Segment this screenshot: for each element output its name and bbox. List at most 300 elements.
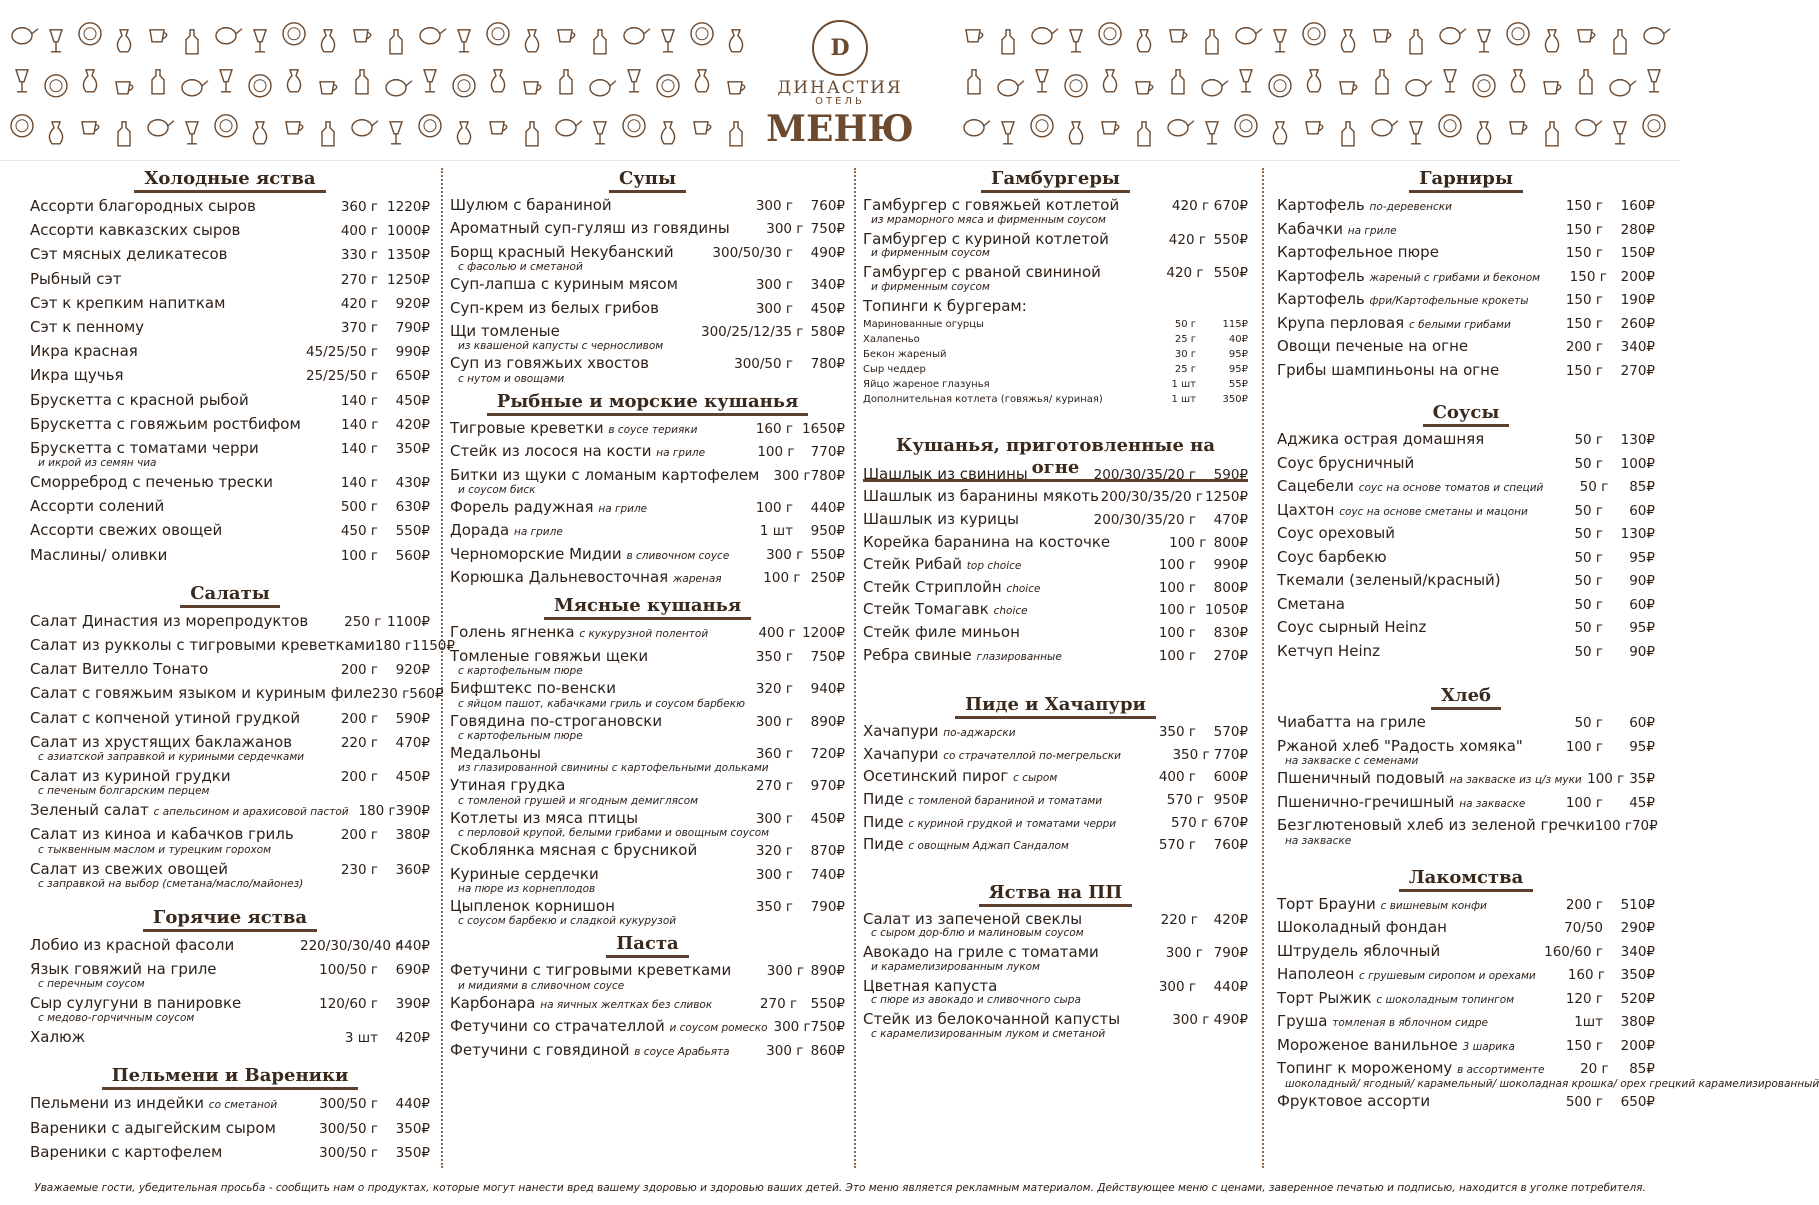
item-note: с соусом барбекю и сладкой кукурузой [458, 915, 677, 928]
item-price: 920₽ [395, 662, 430, 679]
plate-rim-icon [1274, 80, 1286, 92]
menu-item [1277, 893, 1655, 917]
section-title-text: Паста [606, 933, 688, 958]
item-name [1277, 452, 1531, 476]
item-name [450, 992, 712, 1017]
bottle-icon [1580, 70, 1592, 94]
item-name [1277, 312, 1531, 338]
wine-glass-icon [1036, 70, 1048, 92]
item-price: 650₽ [395, 368, 430, 385]
menu-item [450, 440, 845, 463]
item-weight: 300/50 г [319, 1144, 378, 1161]
item-weight: 300 г [755, 713, 793, 730]
teapot-icon [1610, 80, 1630, 96]
item-price: 250₽ [810, 570, 845, 587]
item-name [863, 485, 1099, 508]
teapot-spout-icon [971, 120, 990, 126]
item-name-text: Тигровые креветки [450, 418, 604, 437]
item-note: на закваске с семенами [1285, 755, 1419, 767]
item-name [30, 657, 300, 681]
item-price: 100₽ [1620, 455, 1655, 472]
item-description: на яичных желтках без сливок [540, 998, 713, 1011]
item-price: 790₽ [395, 319, 430, 336]
item-name-text: Пшеничный подовый [1277, 769, 1445, 787]
item-price: 770₽ [810, 444, 845, 461]
wine-glass-icon [1002, 122, 1014, 144]
plate-rim-icon [254, 80, 266, 92]
item-price: 420₽ [395, 1030, 430, 1047]
menu-item [863, 485, 1248, 508]
item-weight: 50 г [1574, 526, 1603, 542]
item-name-text: Топинг к мороженому [1277, 1059, 1453, 1077]
plate-icon [215, 115, 237, 137]
menu-title: МЕНЮ [766, 108, 914, 150]
menu-item [30, 633, 455, 657]
section-title [30, 905, 430, 933]
item-price: 130₽ [1620, 432, 1655, 448]
menu-column-2 [450, 160, 845, 1186]
bottle-icon [730, 122, 742, 146]
teapot-spout-icon [1617, 80, 1636, 86]
item-weight: 300 г [755, 866, 793, 883]
item-price: 490₽ [810, 244, 845, 261]
item-weight: 1шт [1574, 1014, 1603, 1030]
item-name [30, 518, 300, 542]
item-name-text: Дорада [450, 521, 510, 540]
item-weight: 100 г [1158, 624, 1196, 641]
menu-item [1277, 522, 1655, 546]
vase-icon [49, 122, 62, 144]
item-price: 350₽ [395, 440, 430, 457]
item-description: фри/Картофельные крокеты [1369, 295, 1529, 307]
item-price: 920₽ [395, 295, 430, 312]
item-name-text: Томленые говяжьи щеки [450, 646, 649, 665]
menu-section [450, 931, 845, 1062]
item-weight: 220 г [340, 734, 378, 751]
item-weight: 100 г [1565, 738, 1603, 755]
topping-weight: 25 г [1174, 333, 1196, 345]
wine-glass-icon [662, 30, 674, 52]
item-note: и соусом биск [458, 483, 536, 496]
menu-item [30, 291, 430, 315]
item-price: 90₽ [1629, 573, 1655, 589]
item-weight: 370 г [340, 319, 378, 336]
item-price: 750₽ [810, 648, 845, 665]
bottle-icon [1546, 122, 1558, 146]
section-title [30, 581, 430, 609]
item-price: 800₽ [1213, 579, 1248, 596]
teapot-spout-icon [427, 28, 446, 34]
wine-glass-icon [390, 122, 402, 144]
item-price: 750₽ [810, 1019, 845, 1036]
item-name-text: Утиная грудка [450, 776, 566, 795]
section-title-text: Пельмени и Вареники [102, 1065, 359, 1090]
item-name [450, 621, 708, 646]
item-weight: 180 г [374, 638, 413, 654]
menu-item [450, 194, 845, 217]
item-description: choice [993, 605, 1028, 618]
item-name [863, 788, 1102, 813]
topping-price: 115₽ [1222, 318, 1248, 330]
item-name-text: Суп из говяжьих хвостов [450, 354, 649, 373]
wine-glass-icon [50, 30, 62, 52]
item-description: с белыми грибами [1408, 318, 1511, 331]
teapot-spout-icon [1175, 120, 1194, 126]
item-name-text: Фетучини с говядиной [450, 1040, 630, 1059]
item-name-text: Салат из рукколы с тигровыми креветками [30, 636, 375, 654]
bottle-icon [322, 122, 334, 146]
wine-glass-icon [594, 122, 606, 144]
item-description: соус на основе томатов и специй [1358, 482, 1544, 494]
item-weight: 500 г [340, 499, 378, 516]
item-name-text: Вареники с картофелем [30, 1142, 223, 1161]
item-price: 390₽ [395, 996, 430, 1013]
item-price: 1200₽ [802, 625, 845, 642]
cup-icon [320, 82, 337, 94]
item-price: 940₽ [810, 681, 845, 698]
menu-section [30, 581, 455, 891]
menu-item [450, 992, 845, 1015]
plate-rim-icon [492, 28, 504, 40]
item-name-text: Ароматный суп-гуляш из говядины [450, 219, 730, 238]
bottle-icon [968, 70, 980, 94]
section-title-text: Яства на ПП [979, 882, 1133, 907]
item-weight: 220/30/30/40 г [300, 937, 403, 954]
item-description: по-аджарски [943, 727, 1016, 740]
section-title [863, 880, 1248, 908]
item-name-text: Шашлык из баранины мякоть [863, 487, 1099, 506]
menu-item [30, 609, 430, 633]
item-description: с грушевым сиропом и орехами [1359, 970, 1536, 982]
item-note: с тыквенным маслом и турецким горохом [38, 843, 272, 856]
teapot-spout-icon [359, 120, 378, 126]
teapot-spout-icon [1413, 80, 1432, 86]
item-name-text: Цахтон [1277, 500, 1335, 519]
item-name [30, 218, 300, 242]
item-name [450, 519, 701, 544]
item-name [30, 633, 375, 657]
item-name-text: Котлеты из мяса птицы [450, 808, 639, 827]
menu-item [30, 315, 430, 339]
section-title [1277, 865, 1655, 893]
item-name [1277, 916, 1531, 940]
item-note: шоколадный/ ягодный/ карамельный/ шоколадная крошка/ орех грецкий карамелизированный [1285, 1077, 1819, 1090]
teapot-spout-icon [1209, 80, 1228, 86]
item-description: в ассортименте [1457, 1064, 1545, 1076]
bottle-icon [390, 30, 402, 54]
topping-name: Яйцо жареное глазунья [863, 378, 990, 390]
item-price: 340₽ [810, 277, 845, 294]
teapot-icon [1168, 120, 1188, 136]
menu-section [1277, 865, 1819, 1114]
item-name-text: Икра щучья [30, 366, 124, 385]
teapot-spout-icon [1379, 120, 1398, 126]
item-description: в соусе Арабьята [634, 1045, 730, 1058]
item-name [450, 217, 730, 240]
item-name-text: Штрудель яблочный [1277, 941, 1441, 960]
item-note: с азиатской заправкой и куриными сердечками [38, 750, 305, 763]
menu-item [450, 417, 845, 440]
item-weight: 300 г [1172, 1012, 1210, 1029]
menu-item [450, 519, 845, 542]
teapot-icon [148, 120, 168, 136]
item-description: со страчателлой по-мегрельски [943, 749, 1121, 762]
item-weight: 350 г [1172, 746, 1210, 763]
item-price: 350₽ [1620, 967, 1655, 983]
item-price: 590₽ [395, 710, 430, 727]
section-title-text: Кушанья, приготовленные на огне [863, 435, 1248, 482]
item-weight: 1 шт [759, 523, 793, 540]
menu-section [450, 593, 845, 927]
item-name [1277, 940, 1531, 964]
item-name-text: Зеленый салат [30, 801, 149, 820]
menu-item [1277, 194, 1655, 218]
item-name-text: Салат из запеченой свеклы [863, 909, 1083, 928]
menu-item [30, 933, 430, 957]
item-name [450, 496, 701, 521]
item-name-text: Лобио из красной фасоли [30, 935, 235, 954]
item-name-text: Вареники с адыгейским сыром [30, 1118, 276, 1137]
menu-item [863, 531, 1248, 554]
plate-rim-icon [1070, 80, 1082, 92]
item-weight: 200/30/35/20 г [1093, 511, 1196, 528]
item-name [1277, 767, 1582, 793]
menu-section [863, 435, 1248, 666]
item-name-text: Сморреброд с печенью трески [30, 473, 274, 492]
item-name-text: Соус барбекю [1277, 547, 1387, 566]
item-weight: 300/50 г [319, 1120, 378, 1137]
item-note: с печеным болгарским перцем [38, 785, 210, 798]
menu-section [863, 692, 1248, 856]
item-name-text: Форель радужная [450, 497, 594, 516]
item-description: с апельсином и арахисовой пастой [153, 806, 349, 819]
item-name [863, 743, 1121, 768]
menu-item [1277, 767, 1655, 791]
item-name [450, 273, 701, 296]
menu-item [1277, 791, 1655, 815]
item-name-text: Ассорти солений [30, 497, 165, 516]
item-price: 670₽ [1213, 814, 1248, 831]
item-name-text: Медальоны [450, 744, 541, 763]
item-price: 490₽ [1213, 1012, 1248, 1029]
item-price: 570₽ [1213, 724, 1248, 741]
item-weight: 300 г [773, 467, 811, 484]
item-price: 440₽ [395, 937, 430, 954]
item-price: 950₽ [810, 523, 845, 540]
item-name-text: Груша [1277, 1012, 1328, 1030]
item-name-text: Фруктовое ассорти [1277, 1091, 1431, 1110]
item-name-text: Стейк из лосося на кости [450, 442, 652, 461]
teapot-icon [1202, 80, 1222, 96]
menu-item [1277, 1090, 1655, 1114]
item-weight: 160 г [1567, 967, 1605, 983]
menu-section [863, 880, 1248, 1042]
topping-item [863, 362, 1248, 377]
item-weight: 200/30/35/20 г [1093, 466, 1196, 483]
teapot-icon [1644, 28, 1664, 44]
page-header [0, 0, 1680, 161]
item-name [1277, 593, 1531, 617]
item-weight: 300/50 г [734, 356, 793, 373]
toppings-heading: Топинги к бургерам: [863, 296, 1027, 315]
item-description: на гриле [1347, 224, 1397, 237]
item-name-text: Картофель [1277, 266, 1365, 285]
vase-icon [321, 30, 334, 52]
item-price: 450₽ [395, 768, 430, 785]
item-name-text: Безглютеновый хлеб из зеленой гречки [1277, 816, 1595, 834]
item-price: 750₽ [810, 221, 845, 238]
item-name-text: Салат Вителло Тонато [30, 660, 209, 679]
item-name-text: Гамбургер с куриной котлетой [863, 229, 1109, 248]
item-weight: 360 г [340, 199, 378, 215]
item-weight: 100 г [1587, 771, 1625, 787]
item-name-text: Стейк Рибай [863, 555, 963, 574]
vase-icon [1137, 30, 1150, 52]
item-name [450, 194, 701, 217]
item-name [1277, 616, 1531, 640]
item-weight: 300 г [755, 277, 793, 294]
teapot-icon [1406, 80, 1426, 96]
plate-rim-icon [50, 80, 62, 92]
item-name [30, 363, 300, 387]
vase-icon [253, 122, 266, 144]
topping-price: 40₽ [1228, 333, 1248, 345]
item-note: и карамелизированным луком [871, 960, 1040, 973]
item-price: 890₽ [810, 963, 845, 980]
item-price: 790₽ [810, 898, 845, 915]
cup-icon [694, 122, 711, 134]
item-name-text: Ассорти кавказских сыров [30, 221, 241, 240]
item-name [1277, 194, 1531, 220]
teapot-spout-icon [563, 120, 582, 126]
item-weight: 570 г [1158, 837, 1196, 854]
item-note: на закваске [1285, 834, 1352, 847]
cup-icon [728, 82, 745, 94]
teapot-spout-icon [1583, 120, 1602, 126]
item-weight: 100 г [340, 547, 378, 564]
cup-icon [82, 122, 99, 134]
item-name-text: Пиде [863, 812, 904, 831]
item-weight: 25/25/50 г [305, 368, 378, 385]
item-description: на закваске из ц/з муки [1449, 774, 1582, 786]
column-divider [1262, 168, 1264, 1168]
item-name [30, 315, 300, 339]
section-title-text: Соусы [1423, 402, 1510, 427]
menu-item [1277, 814, 1658, 838]
menu-section [863, 166, 1248, 407]
item-weight: 120 г [1565, 990, 1603, 1007]
section-title-text: Гамбургеры [981, 168, 1130, 193]
item-weight: 300 г [1158, 978, 1196, 995]
menu-item [1277, 711, 1655, 735]
item-price: 200₽ [1620, 1037, 1655, 1054]
item-name-text: Сэт к крепким напиткам [30, 293, 226, 312]
bottle-icon [526, 122, 538, 146]
item-price: 580₽ [810, 323, 845, 340]
menu-item [450, 273, 845, 296]
cup-icon [524, 82, 541, 94]
item-price: 450₽ [810, 300, 845, 317]
item-name-text: Салат из свежих овощей [30, 859, 228, 878]
logo-emblem: D [812, 20, 868, 76]
item-weight: 150 г [1565, 315, 1603, 332]
item-name [30, 494, 300, 518]
item-note: с перловой крупой, белыми грибами и овощным соусом [458, 827, 770, 840]
item-description: в сливочном соусе [626, 549, 730, 562]
plate-rim-icon [1036, 120, 1048, 132]
item-price: 340₽ [1620, 943, 1655, 960]
menu-section [1277, 683, 1658, 847]
item-price: 420₽ [395, 416, 430, 433]
item-name [1277, 711, 1531, 735]
item-weight: 100 г [755, 499, 793, 516]
item-name-text: Соус сырный Heinz [1277, 618, 1427, 636]
item-name-text: Цветная капуста [863, 976, 998, 995]
item-name-text: Стейк филе миньон [863, 622, 1020, 641]
vase-icon [1341, 30, 1354, 52]
bottle-icon [560, 70, 572, 94]
item-price: 990₽ [395, 344, 430, 361]
item-price: 720₽ [810, 746, 845, 763]
cup-icon [150, 30, 167, 42]
item-name-text: Икра красная [30, 342, 138, 361]
item-price: 1150₽ [412, 638, 455, 654]
plate-rim-icon [1104, 28, 1116, 40]
item-name-text: Салат с копченой утиной грудкой [30, 708, 301, 727]
wine-glass-icon [1240, 70, 1252, 92]
item-price: 800₽ [1213, 534, 1248, 551]
item-weight: 200 г [1565, 339, 1603, 355]
menu-column-3 [863, 160, 1248, 1186]
item-name [30, 1140, 300, 1164]
bottle-icon [1172, 70, 1184, 94]
teapot-spout-icon [393, 80, 412, 86]
plate-icon [283, 23, 305, 45]
item-price: 990₽ [1213, 557, 1248, 574]
cup-icon [1578, 30, 1595, 42]
item-name-text: Стейк Томагавк [863, 600, 989, 619]
item-name-text: Брускетта с красной рыбой [30, 390, 249, 409]
item-name [1277, 1010, 1531, 1036]
item-name [30, 388, 300, 412]
item-weight: 50 г [1574, 549, 1603, 566]
item-weight: 200 г [340, 710, 379, 727]
wine-glass-icon [1614, 122, 1626, 144]
cup-icon [490, 122, 507, 134]
item-description: соус на основе сметаны и мацони [1339, 505, 1528, 518]
topping-price: 350₽ [1222, 393, 1248, 405]
item-description: top choice [966, 560, 1022, 573]
hotel-subtitle: ОТЕЛЬ [815, 96, 865, 107]
item-name-text: Картофель [1277, 290, 1365, 308]
item-price: 60₽ [1629, 715, 1655, 731]
menu-item [30, 412, 430, 436]
item-price: 150₽ [1620, 245, 1655, 261]
item-name [30, 798, 349, 824]
vase-icon [1069, 122, 1082, 144]
footer-disclaimer: Уважаемые гости, убедительная просьба - сообщить нам о продуктах, которые могут нанести вред вашему здоровью и здоровью ваших детей. Это меню является рекламным материалом. Действующее меню с ценами, заверенное печатью и подписью, находится в уголке потребителя. [34, 1182, 1646, 1194]
item-name [450, 839, 701, 862]
item-price: 270₽ [1620, 362, 1655, 379]
item-weight: 50 г [1574, 596, 1603, 613]
bottle-icon [152, 70, 164, 94]
item-weight: 220 г [1160, 911, 1198, 928]
item-weight: 350 г [755, 898, 793, 915]
vase-icon [1511, 70, 1524, 92]
item-price: 970₽ [810, 778, 845, 795]
item-name-text: Кетчуп Heinz [1277, 641, 1380, 660]
vase-icon [729, 30, 742, 52]
